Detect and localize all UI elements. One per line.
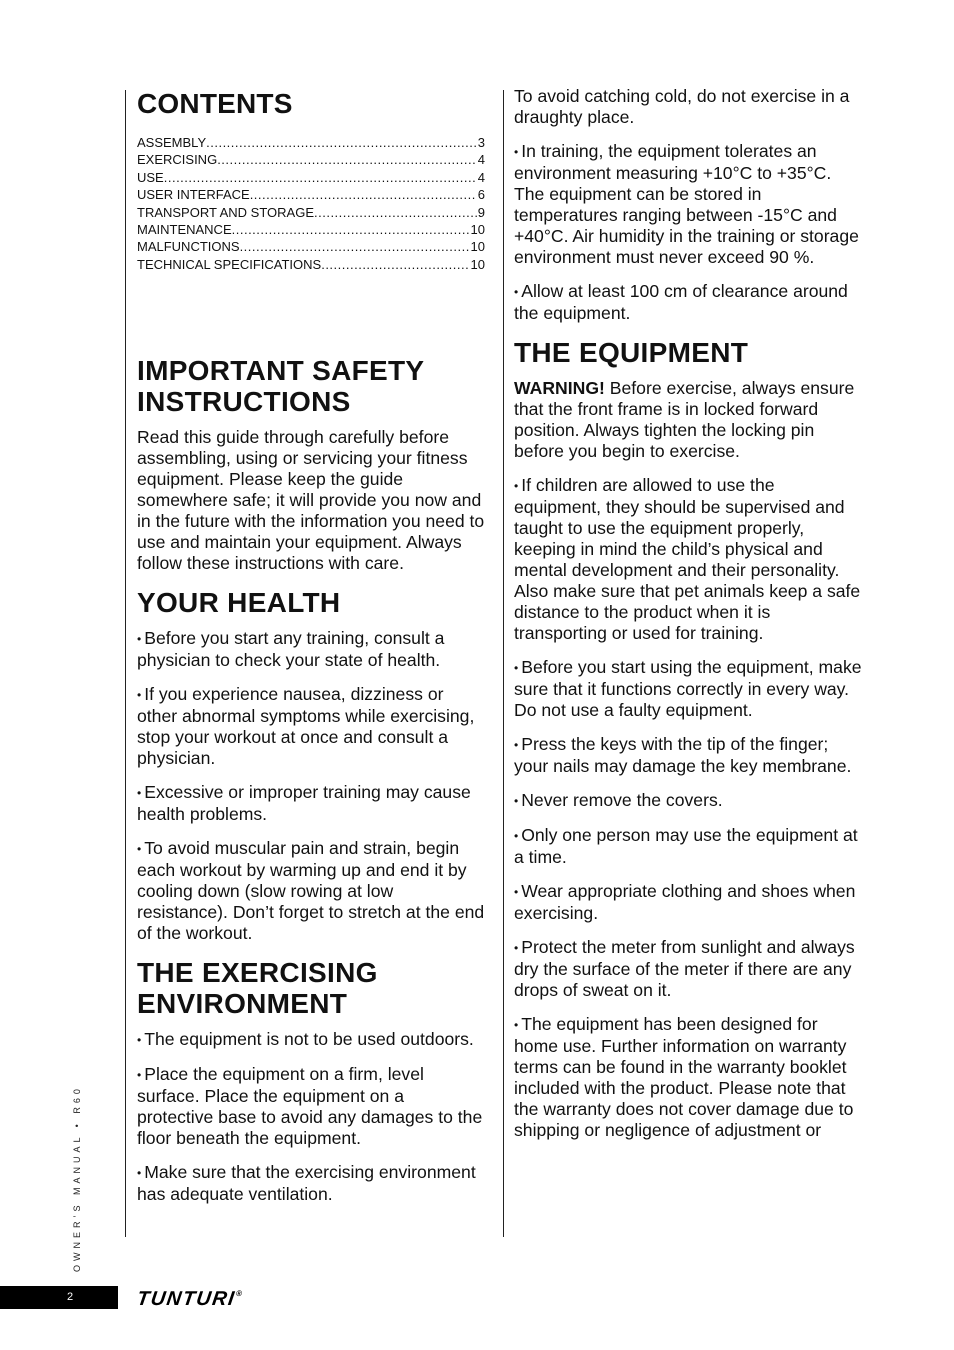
environment-title: THE EXERCISING ENVIRONMENT <box>137 957 378 1020</box>
health-bullet: • If you experience nausea, dizziness or other abnormal symptoms while exercising, stop your workout at once and consult a physician. <box>137 684 485 769</box>
equipment-bullet: • Never remove the covers. <box>514 790 864 812</box>
equipment-warning <box>514 378 864 462</box>
toc-item[interactable]: USE ..... 4 <box>137 169 485 186</box>
environment-continued: To avoid catching cold, do not exercise in a draughty place. <box>514 86 850 127</box>
toc-item[interactable]: ASSEMBLY ..... 3 <box>137 134 485 151</box>
equipment-bullet: • The equipment has been designed for home use. Further information on warranty terms can be found in the warranty booklet included with the product. Please note that the warranty does not cover damage due to shipping or negligence of adjustment or <box>514 1014 864 1141</box>
environment-bullet: • Allow at least 100 cm of clearance around the equipment. <box>514 281 864 324</box>
safety-intro: Read this guide through carefully before assembling, using or servicing your fitness equipment. Please keep the guide somewhere safe; it will provide you now and in the future with the information you need to use and maintain your equipment. Always follow these instructions with care. <box>137 427 485 574</box>
health-bullet: • Excessive or improper training may cause health problems. <box>137 782 485 825</box>
environment-bullet: • The equipment is not to be used outdoors. <box>137 1029 485 1051</box>
registered-mark: ® <box>235 1289 243 1298</box>
equipment-bullet: • Protect the meter from sunlight and always dry the surface of the meter if there are any drops of sweat on it. <box>514 937 864 1001</box>
equipment-bullet: • Before you start using the equipment, make sure that it functions correctly in every way. Do not use a faulty equipment. <box>514 657 864 721</box>
toc-item[interactable]: EXERCISING ..... 4 <box>137 151 485 168</box>
toc-item[interactable]: MAINTENANCE ..... 10 <box>137 221 485 238</box>
brand-name: TUNTURI <box>135 1288 237 1310</box>
toc-item[interactable]: MALFUNCTIONS ..... 10 <box>137 238 485 255</box>
manual-side-label: OWNER’S MANUAL • R60 <box>72 1085 82 1272</box>
toc-item[interactable]: USER INTERFACE ..... 6 <box>137 186 485 203</box>
brand-logo <box>135 1288 242 1311</box>
warning-text: Before exercise, always ensure that the front frame is in locked forward position. Always tighten the locking pin before you begin to exercise. <box>514 378 855 461</box>
page-number: 2 <box>67 1291 74 1303</box>
equipment-bullet: • Press the keys with the tip of the finger; your nails may damage the key membrane. <box>514 734 864 777</box>
health-bullet: • Before you start any training, consult a physician to check your state of health. <box>137 628 485 671</box>
safety-title: IMPORTANT SAFETY INSTRUCTIONS <box>137 355 424 418</box>
contents-title: CONTENTS <box>137 88 293 119</box>
footer-bar <box>0 1286 118 1309</box>
environment-bullet: • Place the equipment on a firm, level surface. Place the equipment on a protective base to avoid any damages to the floor beneath the equipment. <box>137 1064 485 1149</box>
equipment-bullet: • If children are allowed to use the equipment, they should be supervised and taught to use the equipment properly, keeping in mind the child’s physical and mental development and their personality. Also make sure that pet animals keep a safe distance to the product when it is transporting or used for training. <box>514 475 864 644</box>
health-bullet: • To avoid muscular pain and strain, begin each workout by warming up and end it by cooling down (slow rowing at low resistance). Don’t forget to stretch at the end of the workout. <box>137 838 485 944</box>
equipment-bullet: • Wear appropriate clothing and shoes when exercising. <box>514 881 864 924</box>
environment-bullet: • In training, the equipment tolerates an environment measuring +10°C to +35°C. The equipment can be stored in temperatures ranging between -15°C and +40°C. Air humidity in the training or storage environment must never exceed 90 %. <box>514 141 864 268</box>
left-column <box>137 86 485 1218</box>
equipment-title: THE EQUIPMENT <box>514 337 749 368</box>
toc-item[interactable]: TRANSPORT AND STORAGE ..... 9 <box>137 204 485 221</box>
middle-column-rule <box>503 90 504 1237</box>
warning-label: WARNING! <box>514 378 605 398</box>
table-of-contents <box>137 134 485 273</box>
toc-item[interactable]: TECHNICAL SPECIFICATIONS ..... 10 <box>137 256 485 273</box>
equipment-bullet: • Only one person may use the equipment at a time. <box>514 825 864 868</box>
right-column <box>514 86 864 1154</box>
health-title: YOUR HEALTH <box>137 587 341 619</box>
environment-bullet: • Make sure that the exercising environment has adequate ventilation. <box>137 1162 485 1205</box>
left-column-rule <box>125 90 126 1237</box>
